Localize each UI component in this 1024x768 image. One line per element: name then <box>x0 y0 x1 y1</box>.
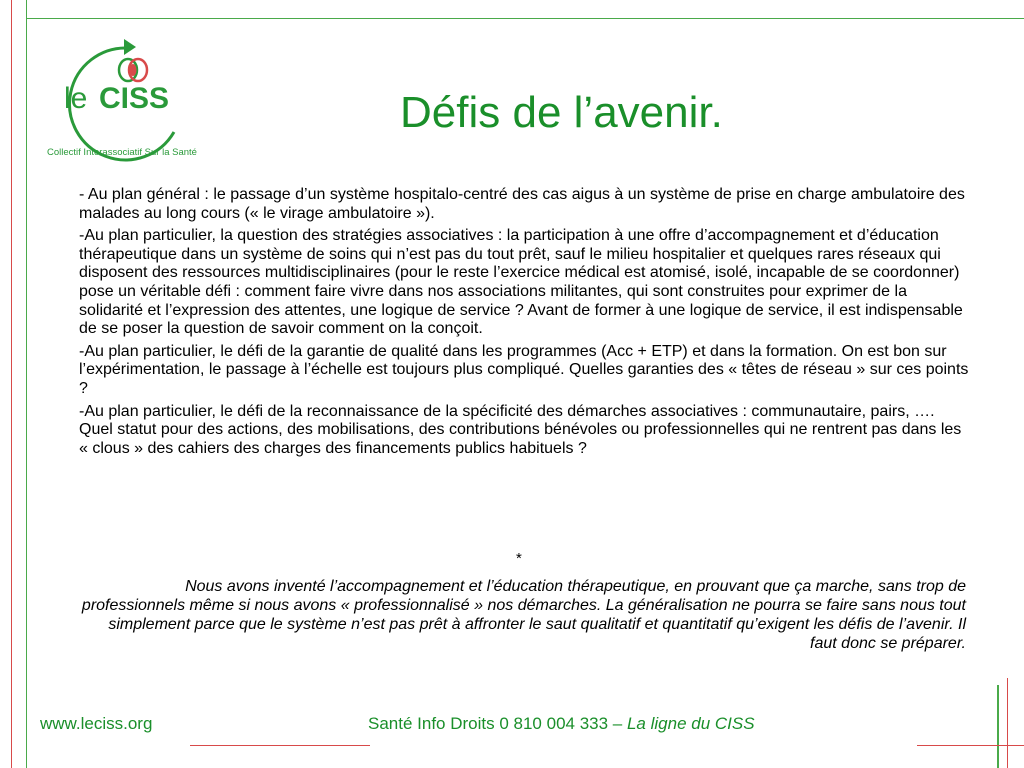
logo-prefix: le <box>64 82 88 115</box>
separator-star: * <box>516 550 522 567</box>
paragraph-recognition: -Au plan particulier, le défi de la reconnaissance de la spécificité des démarches associatives : communautaire, pairs, …. Quel statut pour des actions, des mobilisations, des contributions bénévoles ou professionnelles qui ne rentrent pas dans les « clous » des cahiers des charges des financements publics habituels ? <box>79 402 962 457</box>
bottom-right-green-rule <box>997 685 999 768</box>
paragraph-quality: -Au plan particulier, le défi de la garantie de qualité dans les programmes (Acc + ETP) et dans la formation. On est bon sur l’expérimentation, le passage à l’échelle est toujours plus compliqué. Quelles garanties des « têtes de réseau » sur ces points ? <box>79 342 969 397</box>
paragraph-strategies: -Au plan particulier, la question des stratégies associatives : la participation à une offre d’accompagnement et d’éducation thérapeutique dans un système de soins qui n’est pas du tout prêt, sauf le milieu hospitalier et quelques rares réseaux qui disposent des ressources multidisciplinaires (pour le reste l’exercice médical est atomisé, isolé, incapable de se coordonner) pose un véritable défi : comment faire vivre dans nos associations militantes, qui sont construites pour exprimer de la solidarité et l’expression des attentes, une logique de service ? Avant de former à une logique de service, il est indispensable de se poser la question de savoir comment on la conçoit. <box>79 227 963 338</box>
bottom-right-red-rule <box>1007 678 1008 768</box>
left-green-rule <box>26 0 27 768</box>
logo-arrowhead <box>124 39 136 55</box>
logo-circle-core <box>130 64 137 76</box>
body-text <box>79 186 969 462</box>
left-red-rule <box>11 0 12 768</box>
top-green-rule <box>26 18 1024 19</box>
logo-caption: Collectif Interassociatif Sur la Santé <box>47 147 197 158</box>
page-title: Défis de l’avenir. <box>400 88 723 137</box>
footer-red-rule-right <box>917 745 1024 746</box>
footer-hotline-tagline: La ligne du CISS <box>626 714 755 733</box>
footer-hotline-text: Santé Info Droits 0 810 004 333 – <box>368 714 627 733</box>
logo-graphic <box>44 36 234 164</box>
footer-red-rule-left <box>190 745 370 746</box>
footer-website-link[interactable]: www.leciss.org <box>40 714 153 733</box>
logo-name: CISS <box>99 82 170 115</box>
conclusion-text: Nous avons inventé l’accompagnement et l’éducation thérapeutique, en prouvant que ça marche, sans trop de professionnels même si nous avons « professionnalisé » nos démarches. La généralisation ne pourra se faire sans nous tout simplement parce que le système n’est pas prêt à affronter le saut qualitatif et quantitatif qu’exigent les défis de l’avenir. Il faut donc se préparer. <box>81 578 966 652</box>
footer-hotline <box>368 714 755 734</box>
paragraph-general: - Au plan général : le passage d’un système hospitalo-centré des cas aigus à un système de prise en charge ambulatoire des malades au long cours (« le virage ambulatoire »). <box>79 186 965 222</box>
leciss-logo <box>44 36 234 164</box>
